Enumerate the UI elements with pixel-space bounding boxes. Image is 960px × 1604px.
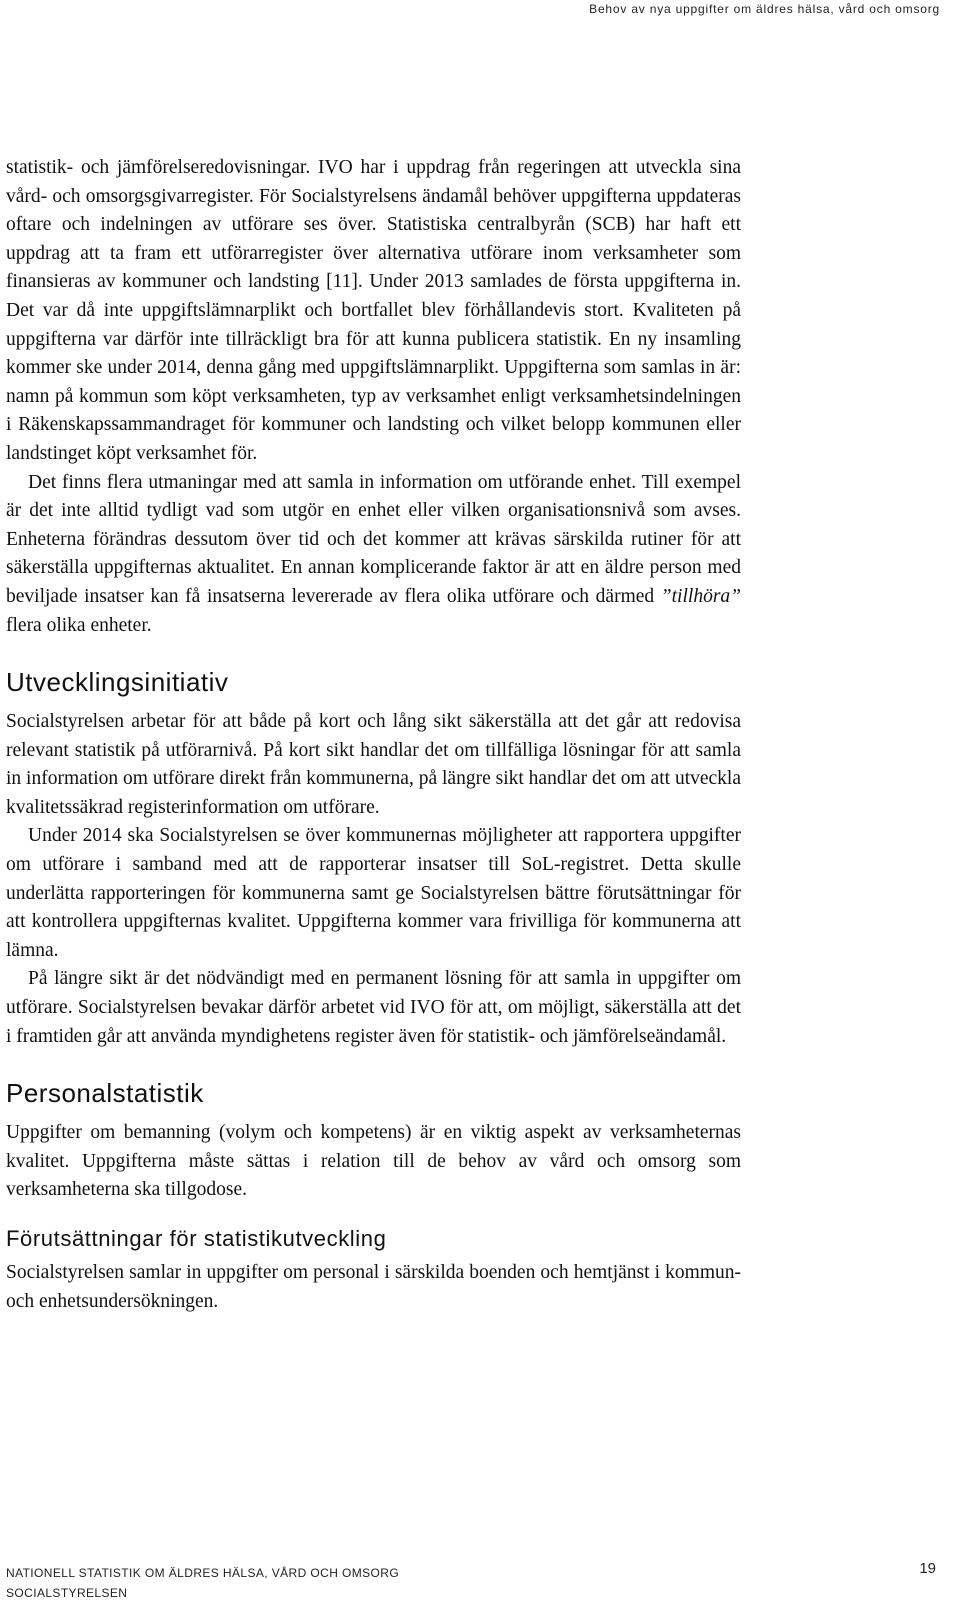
paragraph-text: flera olika enheter. [6,614,152,636]
running-header: Behov av nya uppgifter om äldres hälsa, vård och omsorg [589,2,940,16]
page-number: 19 [919,1560,936,1577]
footer-publisher: SOCIALSTYRELSEN [6,1586,128,1600]
subsection-heading: Förutsättningar för statistikutveckling [6,1226,387,1251]
paragraph: På längre sikt är det nödvändigt med en permanent lösning för att samla in uppgifter om utförare. Socialstyrelsen bevakar därför arbetet vid IVO för att, om möjligt, säkerställa att det i framtiden går att använda myndighetens register även för statistik- och jämförelseändamål. [6,968,741,1047]
footer-publication-title: NATIONELL STATISTIK OM ÄLDRES HÄLSA, VÅRD OCH OMSORG [6,1566,400,1580]
page-body [6,154,741,1316]
emphasized-term: ”tillhöra” [660,585,741,607]
paragraph: Uppgifter om bemanning (volym och kompetens) är en viktig aspekt av verksamheternas kvalitet. Uppgifterna måste sättas i relation till de behov av vård och omsorg som verksamheterna ska tillgodose. [6,1122,741,1201]
paragraph: Under 2014 ska Socialstyrelsen se över kommunernas möjligheter att rapportera uppgifter om utförare i samband med att de rapporterar insatser till SoL-registret. Detta skulle underlätta rapporteringen för kommunerna samt ge Socialstyrelsen bättre förutsättningar för att kontrollera uppgifternas kvalitet. Uppgifterna kommer vara frivilliga för kommunerna att lämna. [6,825,741,961]
paragraph: statistik- och jämförelseredovisningar. IVO har i uppdrag från regeringen att utveckla sina vård- och omsorgsgivarregister. För Socialstyrelsens ändamål behöver uppgifterna uppdateras oftare och indelningen av utförare ses över. Statistiska centralbyrån (SCB) har haft ett uppdrag att ta fram ett utförarregister över alternativa utförare inom verksamheter som finansieras av kommuner och landsting [11]. Under 2013 samlades de första uppgifterna in. Det var då inte uppgiftslämnarplikt och bortfallet blev förhållandevis stort. Kvaliteten på uppgifterna var därför inte tillräckligt bra för att kunna publicera statistik. En ny insamling kommer ske under 2014, denna gång med uppgiftslämnarplikt. Uppgifterna som samlas in är: namn på kommun som köpt verksamheten, typ av verksamhet enligt verksamhetsindelningen i Räkenskapssammandraget för kommuner och landsting och vilket belopp kommunen eller landstinget köpt verksamhet för. [6,157,741,464]
footer [6,1563,399,1603]
paragraph: Socialstyrelsen arbetar för att både på kort och lång sikt säkerställa att det går att redovisa relevant statistik på utförarnivå. På kort sikt handlar det om tillfälliga lösningar för att samla in information om utförare direkt från kommunerna, på längre sikt handlar det om att utveckla kvalitetssäkrad registerinformation om utförare. [6,711,741,818]
section-heading: Personalstatistik [6,1078,204,1109]
paragraph: Socialstyrelsen samlar in uppgifter om personal i särskilda boenden och hemtjänst i kommun- och enhetsundersökningen. [6,1262,741,1312]
section-heading: Utvecklingsinitiativ [6,667,229,698]
paragraph-text: Det finns flera utmaningar med att samla in information om utförande enhet. Till exempel är det inte alltid tydligt vad som utgör en enhet eller vilken organisationsnivå som avses. Enheterna förändras dessutom över tid och det kommer att krävas särskilda rutiner för att säkerställa uppgifternas aktualitet. En annan komplicerande faktor är att en äldre person med beviljade insatser kan få insatserna levererade av flera olika utförare och därmed [6,471,741,607]
paragraph [6,469,741,641]
